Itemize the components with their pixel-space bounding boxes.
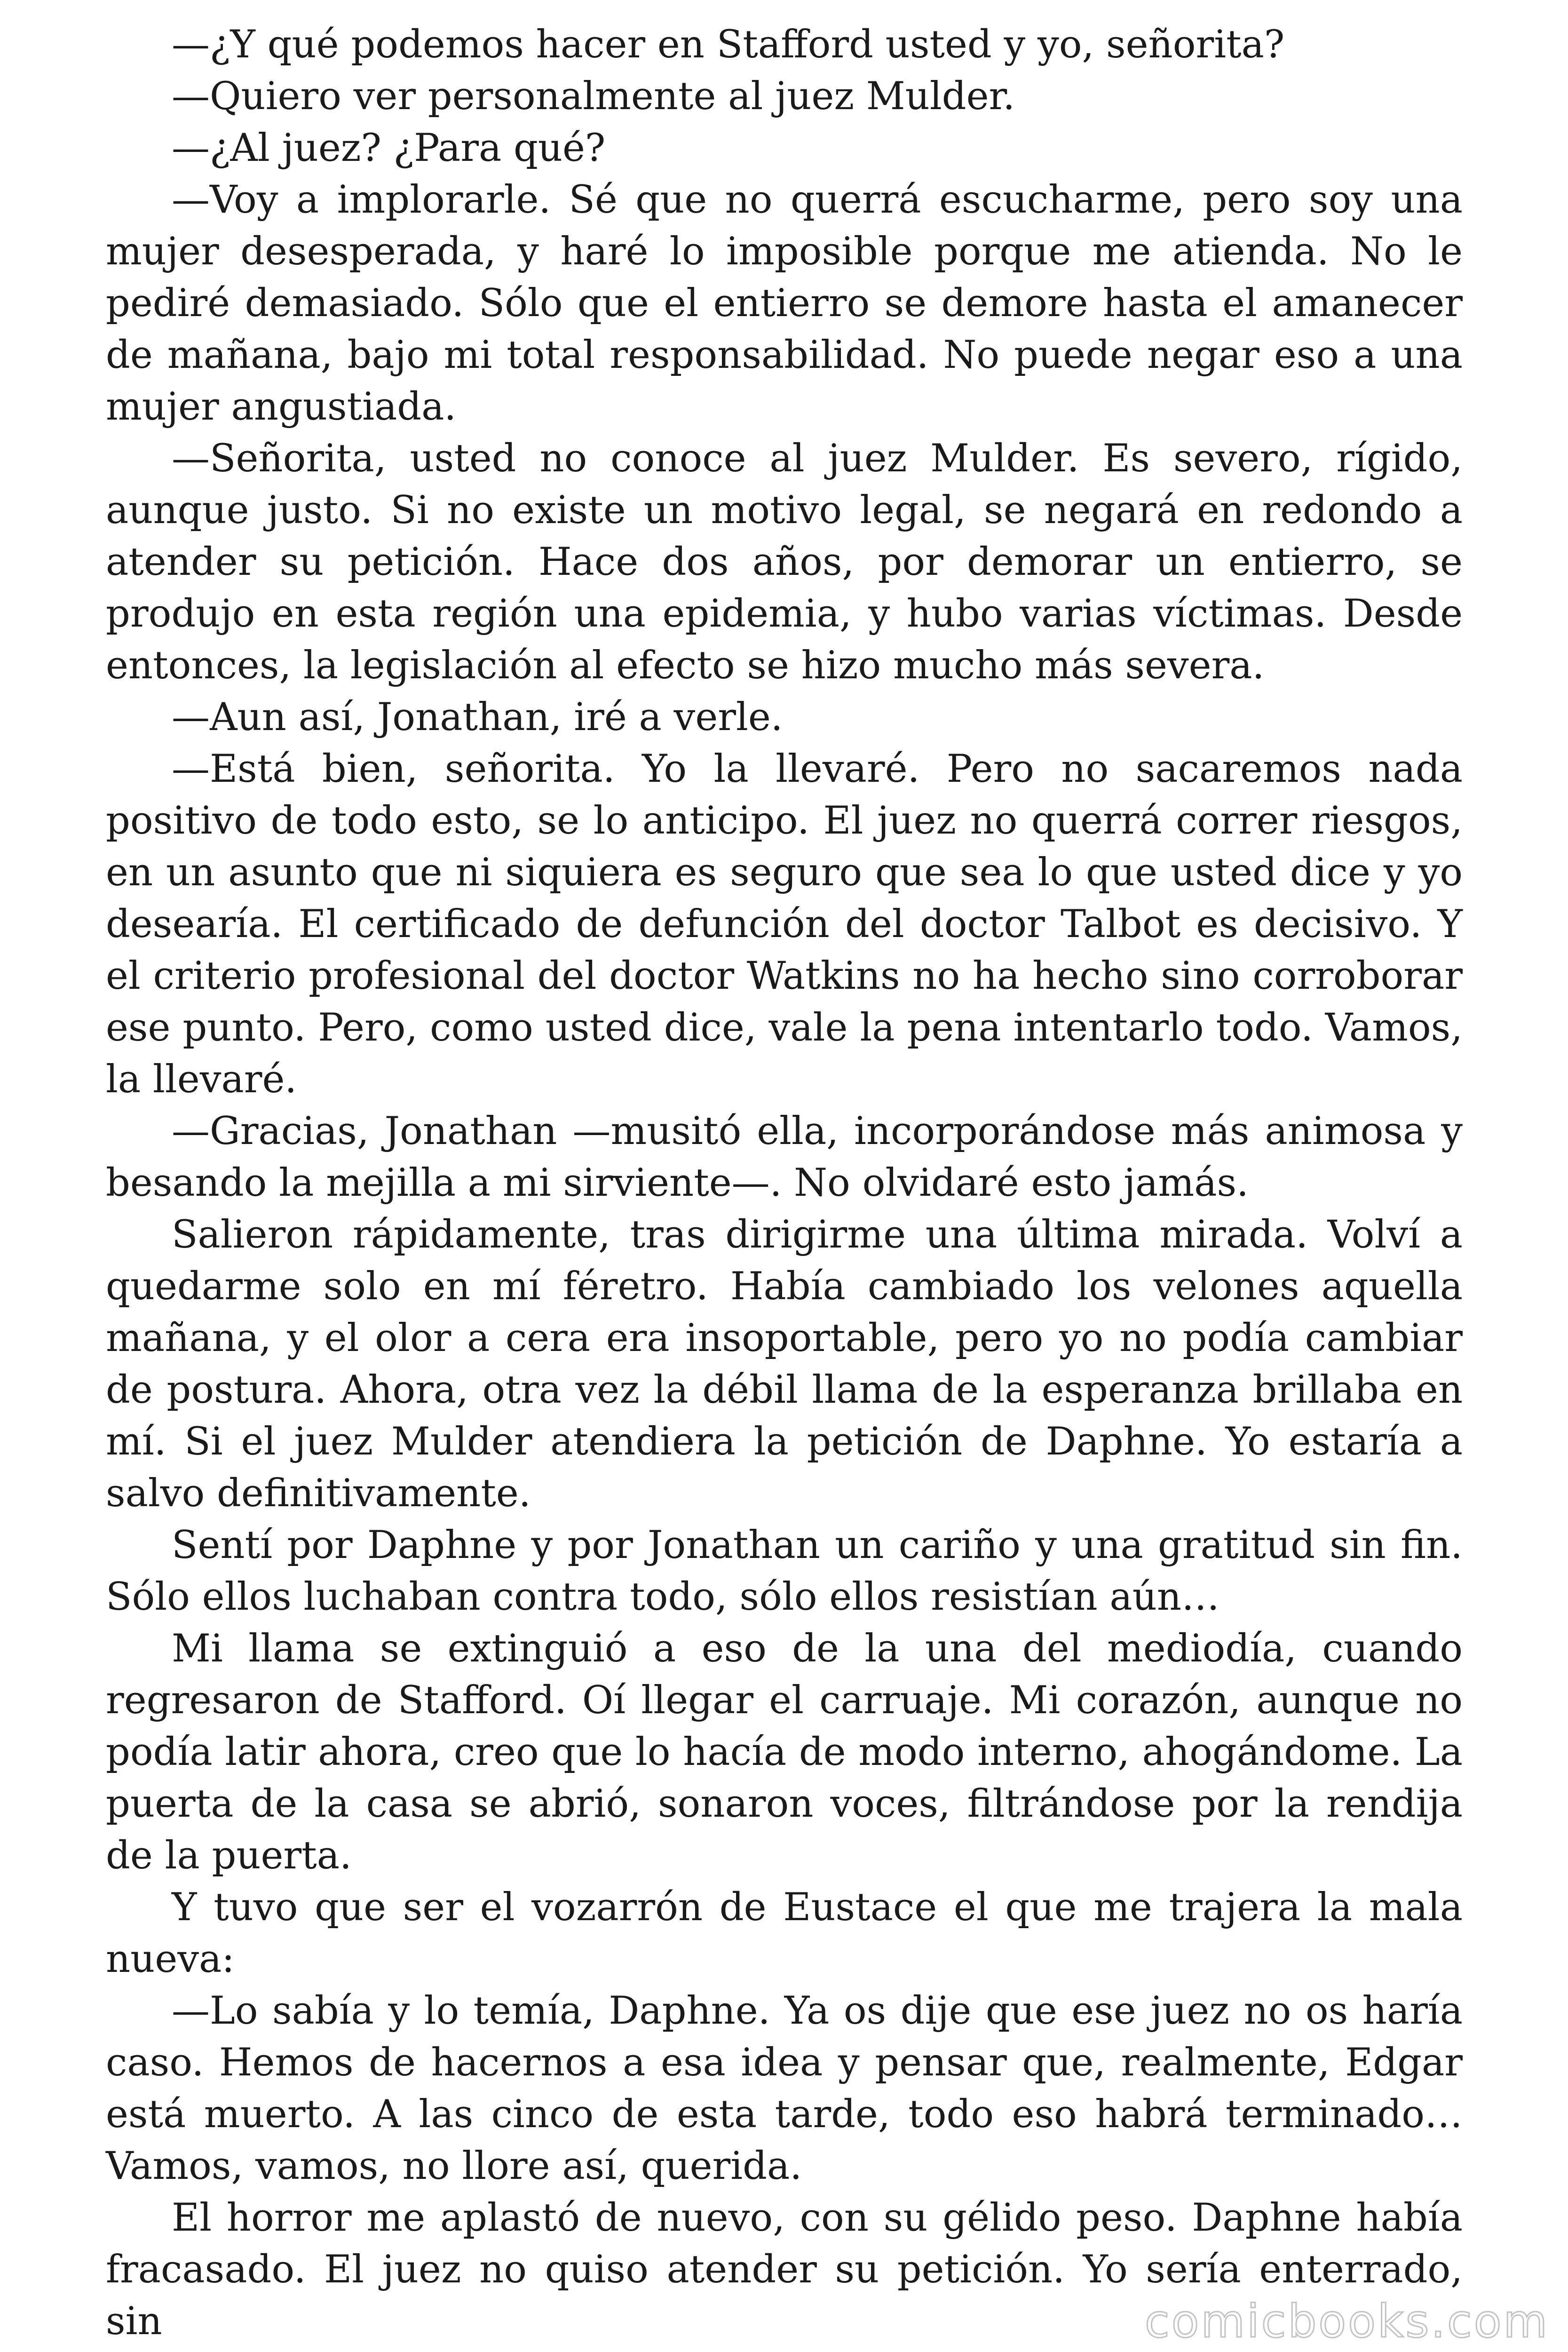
paragraph-2: —Quiero ver personalmente al juez Mulder. bbox=[172, 74, 1015, 119]
paragraph-10: Sentí por Daphne y por Jonathan un cariño y una gratitud sin fin. Sólo ellos luchaban contra todo, sólo ellos resistían aún… bbox=[106, 1523, 1463, 1619]
paragraph-8: —Gracias, Jonathan —musitó ella, incorporándose más animosa y besando la mejilla a mi sirviente—. No olvidaré esto jamás. bbox=[106, 1109, 1463, 1205]
paragraph-9: Salieron rápidamente, tras dirigirme una última mirada. Volví a quedarme solo en mí féretro. Había cambiado los velones aquella mañana, y el olor a cera era insoportable, pero yo no podía cambiar de postura. Ahora, otra vez la débil llama de la esperanza brillaba en mí. Si el juez Mulder atendiera la petición de Daphne. Yo estaría a salvo definitivamente. bbox=[106, 1213, 1463, 1516]
paragraph-14: El horror me aplastó de nuevo, con su gélido peso. Daphne había fracasado. El juez no quiso atender su petición. Yo sería enterrado, sin bbox=[106, 2196, 1463, 2344]
paragraph-12: Y tuvo que ser el vozarrón de Eustace el que me trajera la mala nueva: bbox=[106, 1885, 1463, 1981]
watermark-logo: comicbooks.com bbox=[1144, 2295, 1549, 2348]
paragraph-1: —¿Y qué podemos hacer en Stafford usted y yo, señorita? bbox=[172, 23, 1285, 67]
paragraph-11: Mi llama se extinguió a eso de la una del mediodía, cuando regresaron de Stafford. Oí llegar el carruaje. Mi corazón, aunque no podía latir ahora, creo que lo hacía de modo interno, ahogándome. La puerta de la casa se abrió, sonaron voces, filtrándose por la rendija de la puerta. bbox=[106, 1627, 1463, 1878]
paragraph-3: —¿Al juez? ¿Para qué? bbox=[172, 126, 606, 170]
paragraph-5: —Señorita, usted no conoce al juez Mulder. Es severo, rígido, aunque justo. Si no existe un motivo legal, se negará en redondo a atender su petición. Hace dos años, por demorar un entierro, se produjo en esta región una epidemia, y hubo varias víctimas. Desde entonces, la legislación al efecto se hizo mucho más severa. bbox=[106, 437, 1463, 688]
paragraph-13: —Lo sabía y lo temía, Daphne. Ya os dije que ese juez no os haría caso. Hemos de hacernos a esa idea y pensar que, realmente, Edgar está muerto. A las cinco de esta tarde, todo eso habrá terminado… Vamos, vamos, no llore así, querida. bbox=[106, 1989, 1463, 2188]
paragraph-6: —Aun así, Jonathan, iré a verle. bbox=[172, 695, 783, 739]
page-text bbox=[106, 19, 1463, 2347]
paragraph-7: —Está bien, señorita. Yo la llevaré. Pero no sacaremos nada positivo de todo esto, se lo anticipo. El juez no querrá correr riesgos, en un asunto que ni siquiera es seguro que sea lo que usted dice y yo desearía. El certificado de defunción del doctor Talbot es decisivo. Y el criterio profesional del doctor Watkins no ha hecho sino corroborar ese punto. Pero, como usted dice, vale la pena intentarlo todo. Vamos, la llevaré. bbox=[106, 747, 1463, 1102]
paragraph-4: —Voy a implorarle. Sé que no querrá escucharme, pero soy una mujer desesperada, y haré lo imposible porque me atienda. No le pediré demasiado. Sólo que el entierro se demore hasta el amanecer de mañana, bajo mi total responsabilidad. No puede negar eso a una mujer angustiada. bbox=[106, 178, 1463, 429]
